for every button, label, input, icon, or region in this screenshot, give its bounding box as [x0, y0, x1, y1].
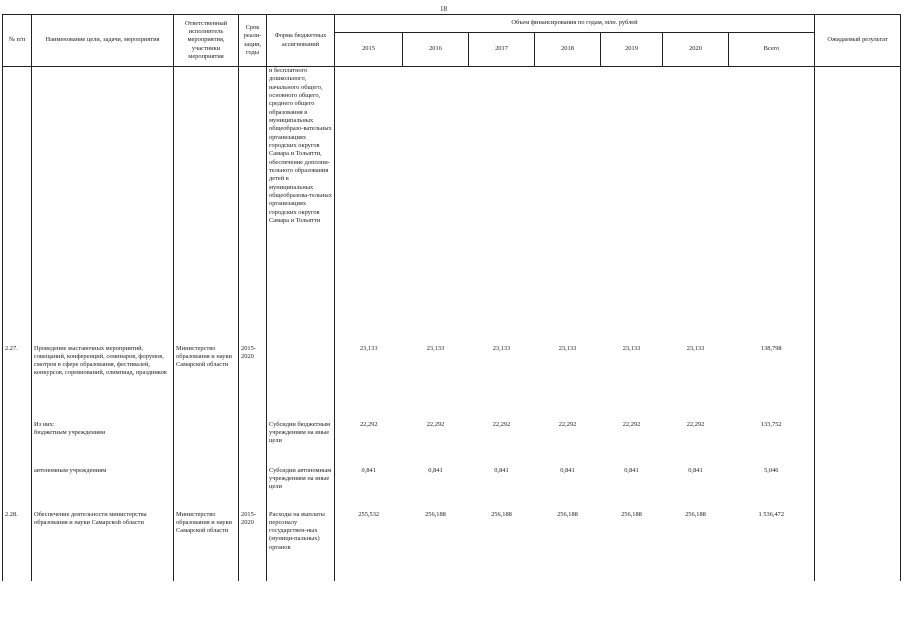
value-cell: 0,841 — [494, 466, 509, 474]
result-cell — [815, 467, 901, 511]
total-cell: 1 536,472 — [758, 510, 785, 518]
value-cell: 22,292 — [426, 420, 445, 428]
header-responsible: Ответственный исполнитель мероприятия, участники мероприятия — [174, 15, 239, 67]
total-cell: 133,752 — [760, 420, 782, 428]
row-responsible: Министерство образования и науки Самарской области — [174, 511, 239, 581]
value-cell: 23,133 — [492, 344, 511, 352]
table-row — [3, 67, 901, 345]
row-responsible — [174, 421, 239, 467]
row-name: Проведение выставочных мероприятий, совещаний, конференций, семинаров, форумов, смотров в сфере образования, фестивалей, конкурсов, соревнований, олимпиад, праздников — [32, 345, 174, 421]
header-funding: Объем финансирования по годам, млн. рублей — [335, 15, 815, 33]
result-cell — [815, 421, 901, 467]
header-year: 2020 — [663, 33, 729, 67]
row-number — [3, 421, 32, 467]
header-year: 2017 — [469, 33, 535, 67]
header-year: 2019 — [601, 33, 663, 67]
total-cell: 5,046 — [764, 466, 779, 474]
value-cell: 256,188 — [685, 510, 706, 518]
value-cell: 23,133 — [622, 344, 641, 352]
row-term: 2015-2020 — [239, 511, 267, 581]
value-cell: 22,292 — [492, 420, 511, 428]
value-cell: 0,841 — [560, 466, 575, 474]
value-cell: 256,188 — [557, 510, 578, 518]
value-cell: 23,133 — [558, 344, 577, 352]
value-cell: 22,292 — [686, 420, 705, 428]
header-num: № п/п — [3, 15, 32, 67]
value-cell: 22,292 — [359, 420, 378, 428]
value-cell: 23,133 — [426, 344, 445, 352]
value-cell: 0,841 — [428, 466, 443, 474]
total-cell: 138,798 — [760, 344, 782, 352]
header-year: 2018 — [535, 33, 601, 67]
row-responsible: Министерство образования и науки Самарской области — [174, 345, 239, 421]
header-total: Всего — [729, 33, 815, 67]
row-form: Субсидии бюджетным учреждениям на иные цели — [267, 421, 335, 467]
row-number: 2.28. — [3, 511, 32, 581]
row-term — [239, 467, 267, 511]
value-cell: 22,292 — [558, 420, 577, 428]
header-result: Ожидаемый результат — [815, 15, 901, 67]
value-cell: 23,133 — [686, 344, 705, 352]
funding-table — [2, 14, 901, 581]
table-row — [3, 421, 901, 467]
row-name: Из них: бюджетным учреждениям — [32, 421, 174, 467]
header-year: 2016 — [403, 33, 469, 67]
value-cell: 0,841 — [361, 466, 376, 474]
row-name: Обеспечение деятельности министерства образования и науки Самарской области — [32, 511, 174, 581]
row-term: 2015-2020 — [239, 345, 267, 421]
row-name: автономным учреждениям — [32, 467, 174, 511]
value-cell: 256,188 — [425, 510, 446, 518]
header-term: Срок реали-зации, годы — [239, 15, 267, 67]
value-cell: 23,133 — [359, 344, 378, 352]
header-form: Форма бюджетных ассигнований — [267, 15, 335, 67]
header-year: 2015 — [335, 33, 403, 67]
value-cell: 0,841 — [688, 466, 703, 474]
row-form: Расходы на выплаты персоналу государствен-ных (муници-пальных) органов — [267, 511, 335, 581]
row-responsible — [174, 467, 239, 511]
continuation-form-cell: и бесплатного дошкольного, начального общего, основного общего, среднего общего образования в муниципальных общеобразо-вательных организациях городских округов Самара и Тольятти, обеспечение дополни-тельного образования детей в муниципальных общеобразова-тельных организациях городских округов Самара и Тольятти — [267, 67, 335, 345]
value-cell: 256,188 — [491, 510, 512, 518]
table-row — [3, 511, 901, 581]
value-cell: 0,841 — [624, 466, 639, 474]
value-cell: 255,532 — [358, 510, 380, 518]
row-form: Субсидии автономным учреждениям на иные цели — [267, 467, 335, 511]
value-cell: 22,292 — [622, 420, 641, 428]
row-number: 2.27. — [3, 345, 32, 421]
result-cell — [815, 511, 901, 581]
value-cell: 256,188 — [621, 510, 642, 518]
page-number: 18 — [440, 5, 447, 13]
table-row — [3, 345, 901, 421]
row-form — [267, 345, 335, 421]
row-term — [239, 421, 267, 467]
header-name: Наименование цели, задачи, мероприятия — [32, 15, 174, 67]
row-number — [3, 467, 32, 511]
result-cell — [815, 345, 901, 421]
table-row — [3, 467, 901, 511]
